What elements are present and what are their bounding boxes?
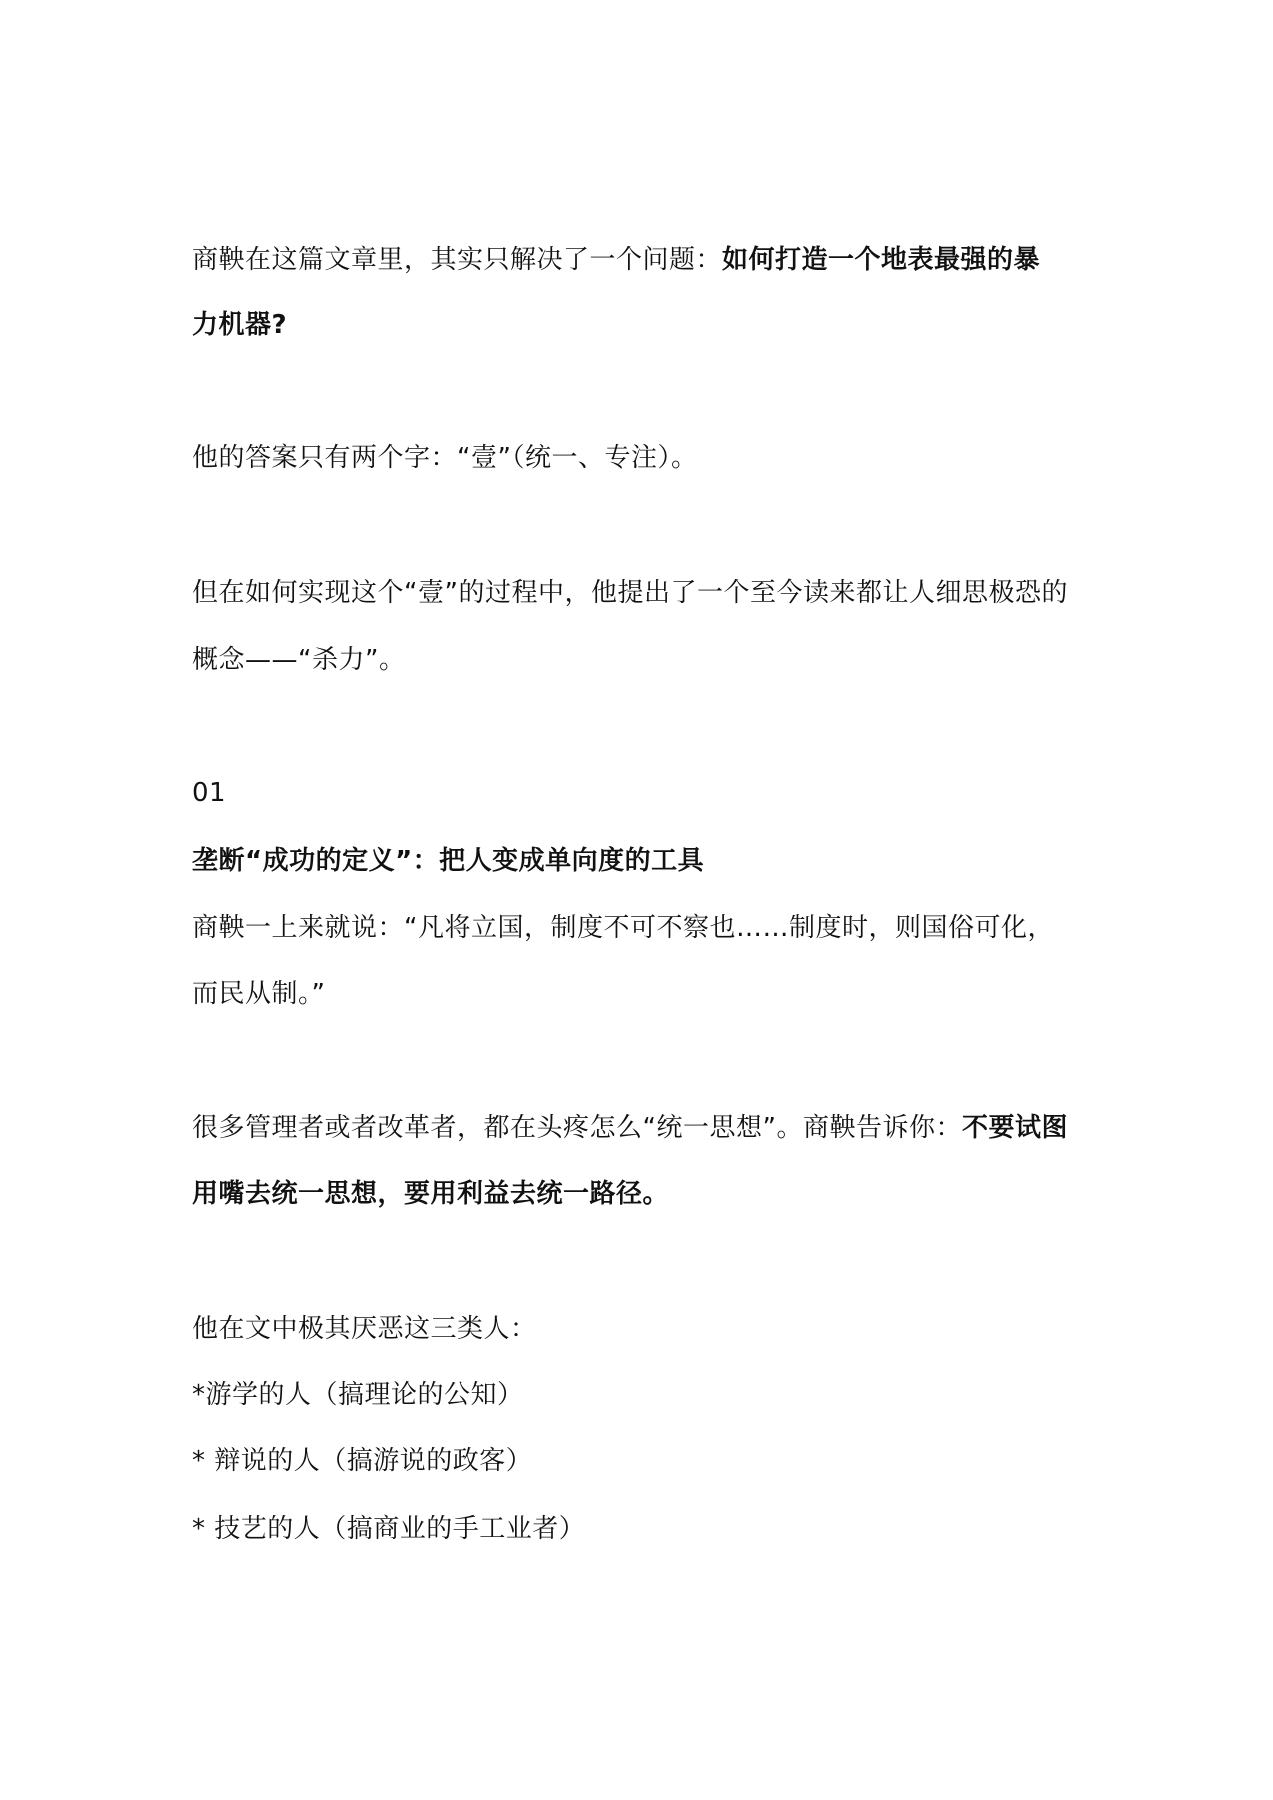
paragraph-managers-line-2: 用嘴去统一思想，要用利益去统一路径。	[192, 1179, 670, 1209]
paragraph-managers-line-1	[192, 1111, 1068, 1145]
paragraph-answer: 他的答案只有两个字：“壹”（统一、专注）。	[192, 443, 698, 473]
intro-bold-text: 如何打造一个地表最强的暴	[722, 245, 1041, 275]
paragraph-quote-line-2: 而民从制。”	[192, 979, 326, 1009]
paragraph-concept-line-2: 概念——“杀力”。	[192, 645, 406, 675]
list-item: *游学的人（搞理论的公知）	[192, 1380, 524, 1410]
paragraph-intro-line-1	[192, 243, 1040, 277]
section-title: 垄断“成功的定义”：把人变成单向度的工具	[192, 846, 705, 876]
paragraph-concept-line-1: 但在如何实现这个“壹”的过程中，他提出了一个至今读来都让人细思极恐的	[192, 578, 1068, 608]
section-number: 01	[192, 778, 227, 808]
intro-text: 商鞅在这篇文章里，其实只解决了一个问题：	[192, 245, 723, 275]
list-item: * 辩说的人（搞游说的政客）	[192, 1446, 533, 1476]
managers-text: 很多管理者或者改革者，都在头疼怎么“统一思想”。商鞅告诉你：	[192, 1113, 962, 1143]
managers-bold-text: 不要试图	[961, 1113, 1068, 1143]
paragraph-intro-line-2: 力机器?	[192, 310, 288, 340]
list-item: * 技艺的人（搞商业的手工业者）	[192, 1514, 586, 1544]
paragraph-three-types: 他在文中极其厌恶这三类人：	[192, 1314, 537, 1344]
paragraph-quote-line-1: 商鞅一上来就说：“凡将立国，制度不可不察也……制度时，则国俗可化，	[192, 913, 1054, 943]
